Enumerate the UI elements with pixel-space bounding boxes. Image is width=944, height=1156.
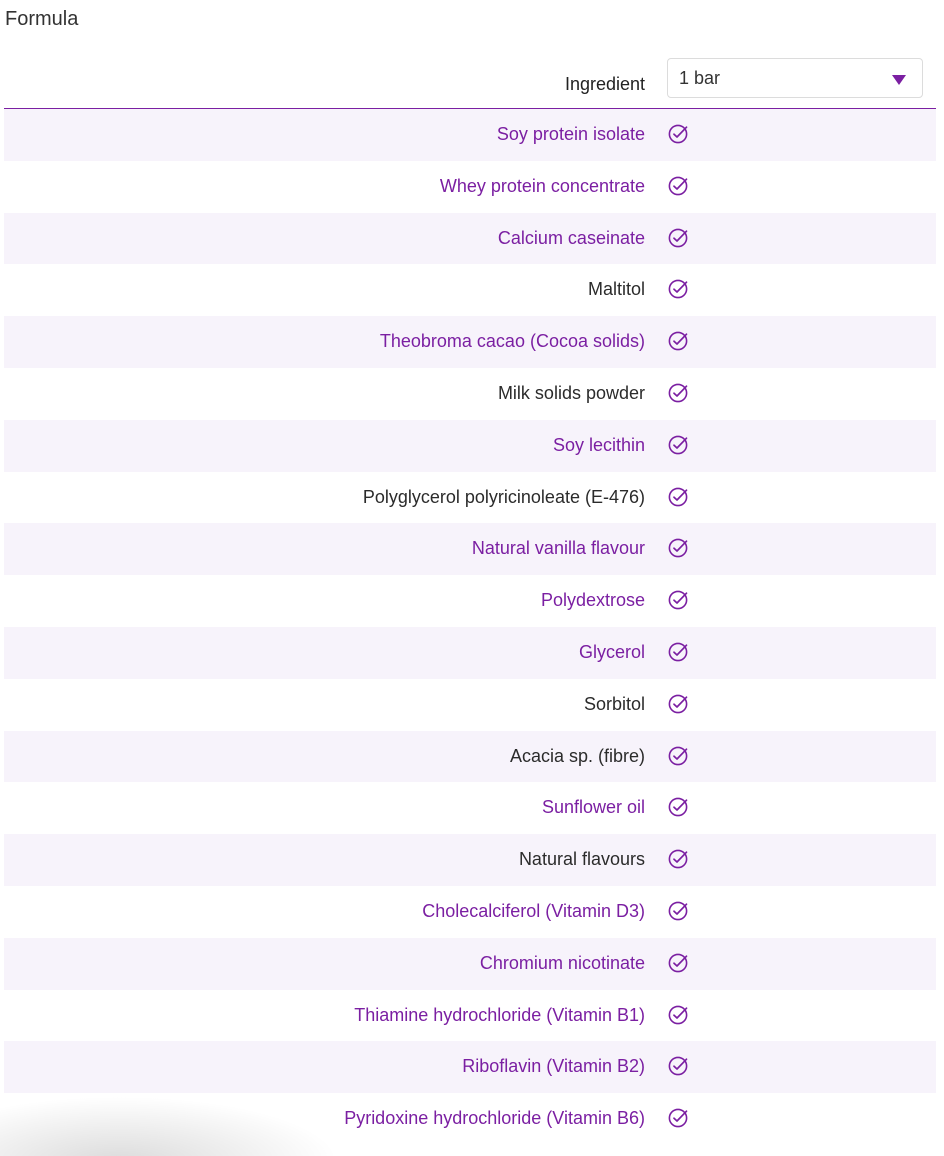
ingredient-link[interactable]: Thiamine hydrochloride (Vitamin B1) (354, 1004, 645, 1025)
ingredient-label: Maltitol (587, 279, 645, 300)
ingredient-link[interactable]: Chromium nicotinate (479, 952, 645, 973)
ingredient-link[interactable]: Calcium caseinate (497, 227, 645, 248)
check-circle-icon (667, 900, 689, 922)
ingredient-row (4, 523, 936, 575)
ingredient-row (4, 782, 936, 834)
check-circle-icon (667, 278, 689, 300)
check-circle-icon (667, 641, 689, 663)
check-circle-icon (667, 1107, 689, 1129)
ingredient-label: Acacia sp. (fibre) (509, 745, 645, 766)
ingredient-label: Polyglycerol polyricinoleate (E-476) (362, 486, 645, 507)
check-circle-icon (667, 952, 689, 974)
ingredient-link[interactable]: Cholecalciferol (Vitamin D3) (422, 900, 645, 921)
ingredient-row (4, 316, 936, 368)
check-circle-icon (667, 434, 689, 456)
ingredient-row (4, 1041, 936, 1093)
check-circle-icon (667, 175, 689, 197)
ingredient-label: Sorbitol (583, 693, 645, 714)
check-circle-icon (667, 796, 689, 818)
ingredient-link[interactable]: Soy protein isolate (496, 124, 645, 144)
check-circle-icon (667, 537, 689, 559)
ingredient-row (4, 627, 936, 679)
serving-size-select[interactable] (667, 58, 923, 98)
ingredient-row (4, 213, 936, 265)
check-circle-icon (667, 745, 689, 767)
ingredient-row (4, 731, 936, 783)
ingredient-row (4, 1093, 936, 1145)
ingredient-link[interactable]: Whey protein concentrate (439, 175, 645, 196)
ingredient-row (4, 472, 936, 524)
ingredient-link[interactable]: Soy lecithin (552, 434, 645, 455)
formula-table-header (4, 56, 936, 109)
check-circle-icon (667, 1055, 689, 1077)
check-circle-icon (667, 848, 689, 870)
check-circle-icon (667, 330, 689, 352)
section-title: Formula (5, 8, 79, 30)
check-circle-icon (667, 382, 689, 404)
ingredient-link[interactable]: Theobroma cacao (Cocoa solids) (379, 331, 645, 352)
ingredient-row (4, 938, 936, 990)
ingredient-row (4, 264, 936, 316)
check-circle-icon (667, 589, 689, 611)
ingredient-list (4, 109, 936, 1145)
ingredient-row (4, 834, 936, 886)
ingredient-link[interactable]: Pyridoxine hydrochloride (Vitamin B6) (344, 1108, 645, 1129)
check-circle-icon (667, 486, 689, 508)
ingredient-label: Natural flavours (518, 849, 645, 870)
ingredient-row (4, 368, 936, 420)
ingredient-link[interactable]: Glycerol (578, 641, 645, 662)
ingredient-link[interactable]: Sunflower oil (541, 797, 645, 818)
ingredient-row (4, 679, 936, 731)
ingredient-row (4, 109, 936, 161)
ingredient-link[interactable]: Natural vanilla flavour (471, 538, 645, 559)
serving-size-value: 1 bar (679, 68, 721, 88)
ingredient-link[interactable]: Polydextrose (540, 590, 645, 611)
ingredient-row (4, 161, 936, 213)
check-circle-icon (667, 227, 689, 249)
ingredient-row (4, 990, 936, 1042)
check-circle-icon (667, 123, 689, 145)
check-circle-icon (667, 1004, 689, 1026)
ingredient-row (4, 420, 936, 472)
ingredient-label: Milk solids powder (497, 382, 645, 403)
ingredient-column-label: Ingredient (564, 74, 645, 94)
check-circle-icon (667, 693, 689, 715)
ingredient-row (4, 886, 936, 938)
ingredient-row (4, 575, 936, 627)
caret-down-icon (892, 75, 906, 85)
ingredient-link[interactable]: Riboflavin (Vitamin B2) (462, 1056, 645, 1077)
